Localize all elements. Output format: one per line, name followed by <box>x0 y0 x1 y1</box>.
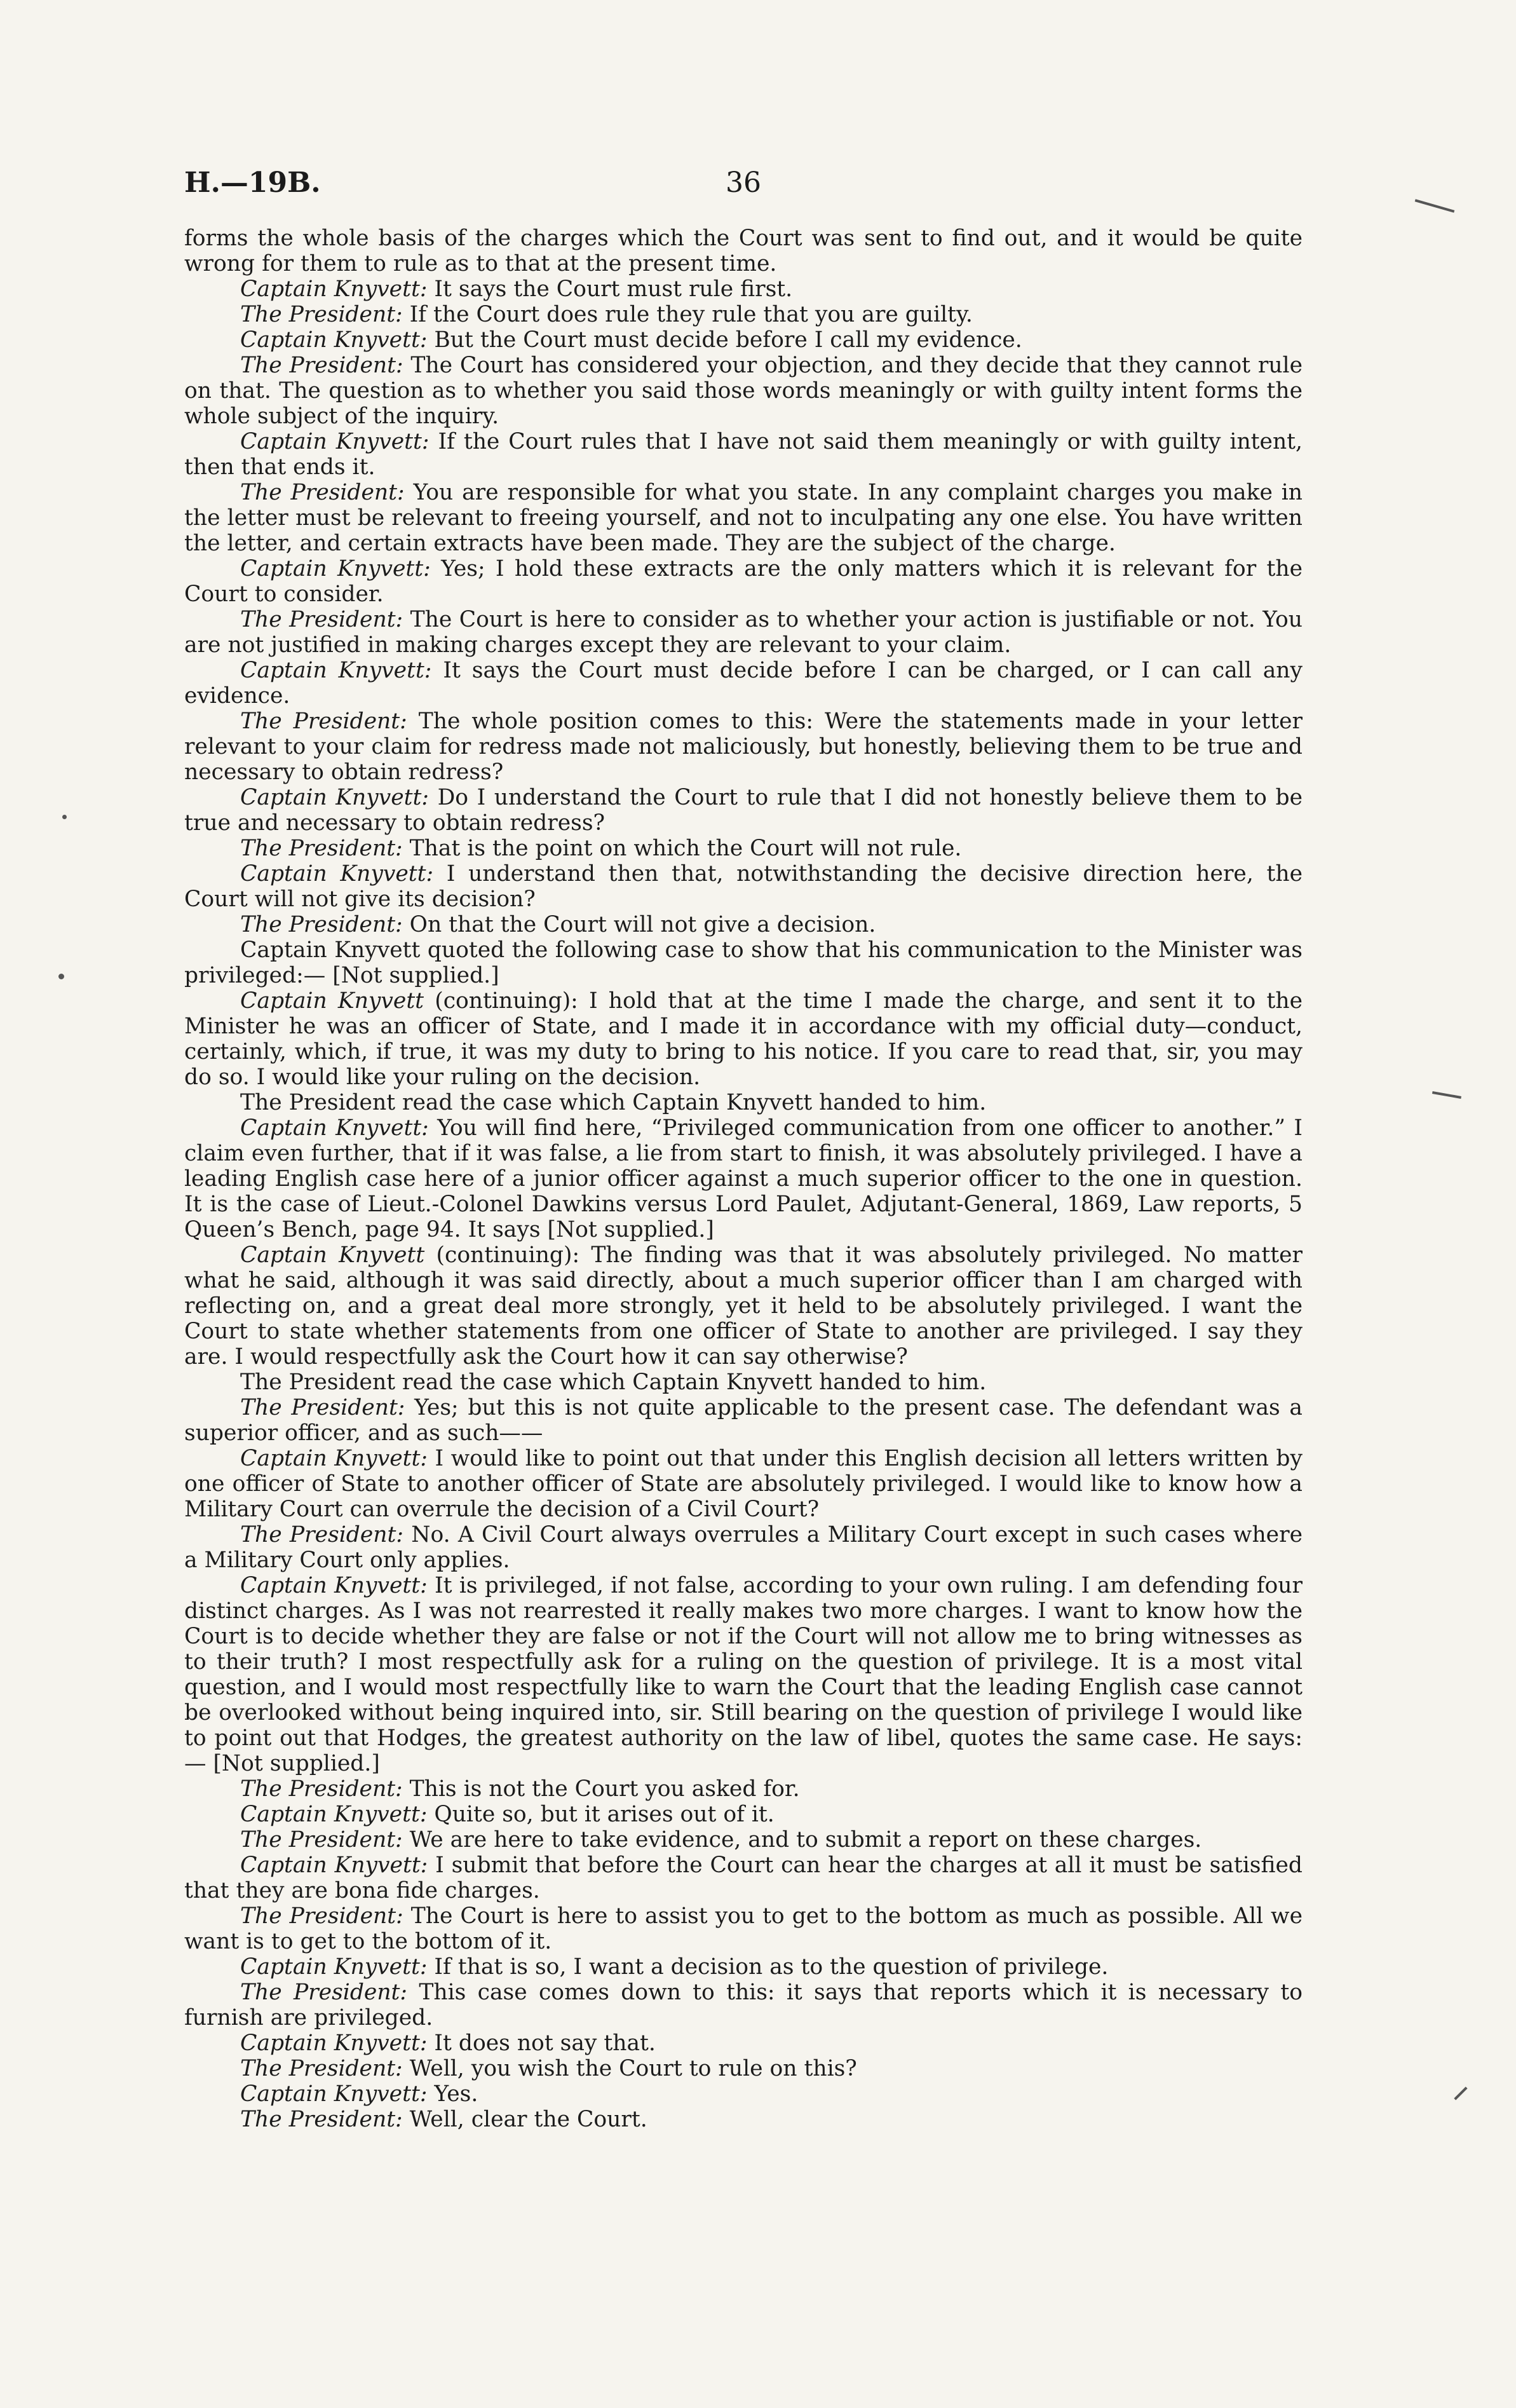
speaker: Captain Knyvett: <box>240 1802 428 1827</box>
paragraph-text: It does not say that. <box>427 2030 656 2056</box>
paragraph-text: If the Court rules that I have not said them meaningly or with guilty intent, then that ends it. <box>184 429 1303 480</box>
paragraph <box>184 556 1303 607</box>
paragraph <box>184 2081 1303 2107</box>
speaker: The President: <box>240 836 403 861</box>
paragraph-text: Yes. <box>427 2081 478 2107</box>
paragraph <box>184 1903 1303 1954</box>
speaker: Captain Knyvett: <box>240 2081 428 2107</box>
paragraph <box>184 226 1303 276</box>
speaker: The President: <box>240 1395 405 1420</box>
margin-mark <box>1415 199 1455 212</box>
paragraph <box>184 2030 1303 2056</box>
paragraph-text: That is the point on which the Court will not rule. <box>402 836 962 861</box>
speaker: Captain Knyvett: <box>240 2030 428 2056</box>
paragraph-text: The Court has considered your objection, and they decide that they cannot rule on that. The question as to whether you said those words meaningly or with guilty intent forms the whole subject of the inquiry. <box>184 353 1303 429</box>
paragraph-text: Do I understand the Court to rule that I did not honestly believe them to be true and necessary to obtain redress? <box>184 785 1303 836</box>
paragraph <box>184 988 1303 1090</box>
document-id: H.—19B. <box>184 167 321 199</box>
paragraph <box>184 1522 1303 1573</box>
speaker: The President: <box>240 912 403 937</box>
paragraph <box>184 912 1303 937</box>
paragraph-text: (continuing): I hold that at the time I made the charge, and sent it to the Minister he was an officer of State, and I made it in accordance with my official duty—conduct, certainly, which, if true, it was my duty to bring to his notice. If you care to read that, sir, you may do so. I would like your ruling on the decision. <box>184 988 1303 1090</box>
paragraph-text: But the Court must decide before I call my evidence. <box>427 327 1022 353</box>
paragraph <box>184 1090 1303 1115</box>
paragraph-text: It is privileged, if not false, according to your own ruling. I am defending four distinct charges. As I was not rearrested it really makes two more charges. I want to know how the Court is to decide whether they are false or not if the Court will not allow me to bring witnesses as to their truth? I most respectfully ask for a ruling on the question of privilege. It is a most vital question, and I would most respectfully like to warn the Court that the leading English case cannot be overlooked without being inquired into, sir. Still bearing on the question of privilege I would like to point out that Hodges, the greatest authority on the law of libel, quotes the same case. He says:— [Not supplied.] <box>184 1573 1303 1776</box>
speaker: The President: <box>240 607 403 632</box>
paragraph-text: Captain Knyvett quoted the following case to show that his communication to the Minister was privileged:— [Not supplied.] <box>184 937 1303 988</box>
paragraph <box>184 276 1303 302</box>
speaker: The President: <box>240 1903 403 1929</box>
margin-mark <box>1432 1091 1461 1099</box>
paragraph-text: This is not the Court you asked for. <box>402 1776 800 1802</box>
paragraph <box>184 1980 1303 2030</box>
paragraph-text: No. A Civil Court always overrules a Military Court except in such cases where a Military Court only applies. <box>184 1522 1303 1573</box>
paragraph-text: The whole position comes to this: Were the statements made in your letter relevant to your claim for redress made not maliciously, but honestly, believing them to be true and necessary to obtain redress? <box>184 709 1303 785</box>
paragraph-text: (continuing): The finding was that it was absolutely privileged. No matter what he said, although it was said directly, about a much superior officer than I am charged with reflecting on, and a great deal more strongly, yet it held to be absolutely privileged. I want the Court to state whether statements from one officer of State to another are privileged. I say they are. I would respectfully ask the Court how it can say otherwise? <box>184 1242 1303 1370</box>
paragraph-text: The Court is here to assist you to get to the bottom as much as possible. All we want is to get to the bottom of it. <box>184 1903 1303 1954</box>
paragraph-text: This case comes down to this: it says that reports which it is necessary to furnish are privileged. <box>184 1980 1303 2030</box>
paragraph-text: forms the whole basis of the charges which the Court was sent to find out, and it would be quite wrong for them to rule as to that at the present time. <box>184 226 1303 276</box>
paragraph-text: We are here to take evidence, and to submit a report on these charges. <box>402 1827 1202 1853</box>
paragraph-text: Yes; but this is not quite applicable to the present case. The defendant was a superior officer, and as such—— <box>184 1395 1303 1446</box>
paragraph <box>184 353 1303 429</box>
speaker: Captain Knyvett: <box>240 785 430 810</box>
paragraph <box>184 709 1303 785</box>
speaker: Captain Knyvett: <box>240 1954 428 1980</box>
paragraph-text: It says the Court must rule first. <box>427 276 793 302</box>
speaker: The President: <box>240 1980 408 2005</box>
paragraph <box>184 1573 1303 1776</box>
paragraph <box>184 1395 1303 1446</box>
paragraph-text: Yes; I hold these extracts are the only matters which it is relevant for the Court to consider. <box>184 556 1303 607</box>
paragraph <box>184 2056 1303 2081</box>
speaker: The President: <box>240 1827 403 1853</box>
paragraph <box>184 1446 1303 1522</box>
paragraph <box>184 1370 1303 1395</box>
paragraph-text: Well, you wish the Court to rule on this? <box>402 2056 857 2081</box>
paragraph-text: I understand then that, notwithstanding the decisive direction here, the Court will not give its decision? <box>184 861 1303 912</box>
paragraph <box>184 785 1303 836</box>
speaker: Captain Knyvett: <box>240 861 434 887</box>
margin-mark <box>62 815 67 819</box>
speaker: Captain Knyvett <box>240 1242 425 1268</box>
paragraph <box>184 1853 1303 1903</box>
paragraph <box>184 1827 1303 1853</box>
paragraph <box>184 302 1303 327</box>
paragraph <box>184 607 1303 658</box>
paragraph <box>184 836 1303 861</box>
paragraph-text: If that is so, I want a decision as to the question of privilege. <box>427 1954 1109 1980</box>
speaker: The President: <box>240 1776 403 1802</box>
speaker: Captain Knyvett: <box>240 1853 428 1878</box>
speaker: Captain Knyvett: <box>240 1115 429 1141</box>
paragraph <box>184 480 1303 556</box>
paragraph-text: It says the Court must decide before I can be charged, or I can call any evidence. <box>184 658 1303 709</box>
speaker: The President: <box>240 709 407 734</box>
speaker: Captain Knyvett: <box>240 327 428 353</box>
speaker: The President: <box>240 353 403 378</box>
paragraph-text: I submit that before the Court can hear the charges at all it must be satisfied that they are bona fide charges. <box>184 1853 1303 1903</box>
document-body <box>184 226 1303 2132</box>
speaker: Captain Knyvett: <box>240 1573 428 1598</box>
speaker: Captain Knyvett <box>240 988 424 1014</box>
paragraph-text: I would like to point out that under this English decision all letters written by one officer of State to another officer of State are absolutely privileged. I would like to know how a Military Court can overrule the decision of a Civil Court? <box>184 1446 1303 1522</box>
paragraph <box>184 1776 1303 1802</box>
page-header <box>184 167 1303 205</box>
paragraph <box>184 861 1303 912</box>
paragraph <box>184 2107 1303 2132</box>
speaker: Captain Knyvett: <box>240 276 428 302</box>
paragraph-text: Well, clear the Court. <box>402 2107 647 2132</box>
paragraph-text: On that the Court will not give a decision. <box>402 912 876 937</box>
paragraph <box>184 937 1303 988</box>
paragraph <box>184 1115 1303 1242</box>
margin-mark <box>58 974 64 979</box>
speaker: Captain Knyvett: <box>240 429 430 454</box>
page-number: 36 <box>726 167 761 199</box>
paragraph <box>184 429 1303 480</box>
paragraph <box>184 658 1303 709</box>
speaker: The President: <box>240 2107 403 2132</box>
speaker: Captain Knyvett: <box>240 1446 428 1471</box>
speaker: Captain Knyvett: <box>240 556 431 582</box>
paragraph <box>184 1802 1303 1827</box>
paragraph-text: Quite so, but it arises out of it. <box>427 1802 775 1827</box>
paragraph-text: If the Court does rule they rule that you are guilty. <box>402 302 973 327</box>
speaker: The President: <box>240 480 405 505</box>
paragraph-text: You are responsible for what you state. In any complaint charges you make in the letter must be relevant to freeing yourself, and not to inculpating any one else. You have written the letter, and certain extracts have been made. They are the subject of the charge. <box>184 480 1303 556</box>
paragraph-text: The Court is here to consider as to whether your action is justifiable or not. You are not justified in making charges except they are relevant to your claim. <box>184 607 1303 658</box>
paragraph <box>184 1954 1303 1980</box>
paragraph <box>184 1242 1303 1370</box>
paragraph-text: The President read the case which Captain Knyvett handed to him. <box>240 1370 987 1395</box>
paragraph-text: The President read the case which Captain Knyvett handed to him. <box>240 1090 987 1115</box>
speaker: The President: <box>240 2056 403 2081</box>
speaker: The President: <box>240 1522 403 1548</box>
paragraph <box>184 327 1303 353</box>
speaker: The President: <box>240 302 403 327</box>
margin-mark <box>1454 2086 1467 2100</box>
paragraph-text: You will find here, “Privileged communication from one officer to another.” I claim even further, that if it was false, a lie from start to finish, it was absolutely privileged. I have a leading English case here of a junior officer against a much superior officer to the one in question. It is the case of Lieut.-Colonel Dawkins versus Lord Paulet, Adjutant-General, 1869, Law reports, 5 Queen’s Bench, page 94. It says [Not supplied.] <box>184 1115 1303 1242</box>
speaker: Captain Knyvett: <box>240 658 432 683</box>
